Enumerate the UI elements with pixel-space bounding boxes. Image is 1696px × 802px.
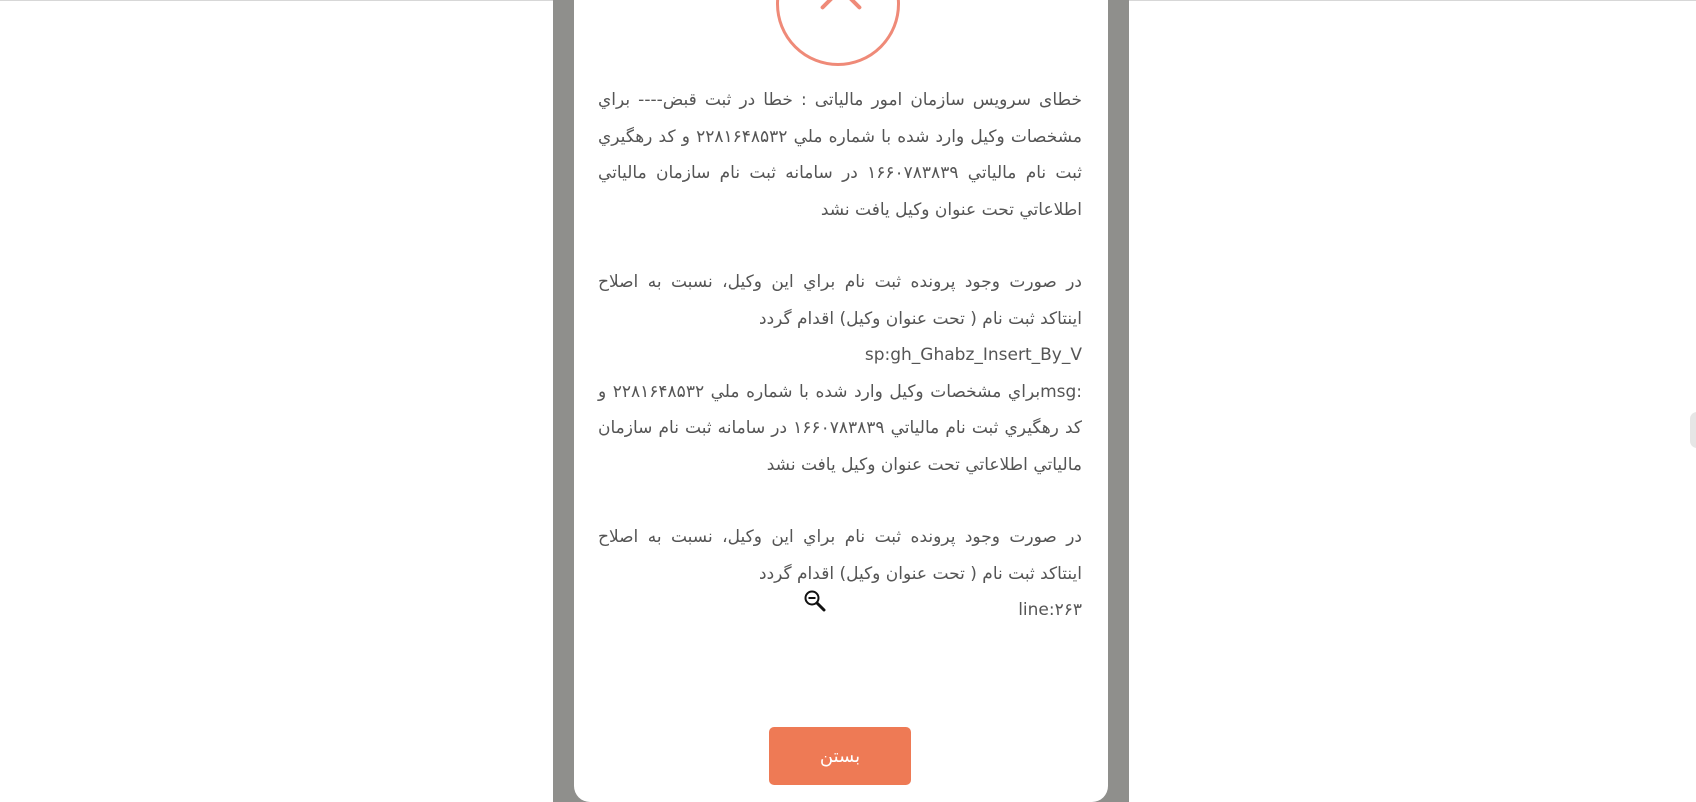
zoom-out-cursor-icon: [804, 590, 826, 612]
close-button[interactable]: بستن: [769, 727, 911, 785]
message-paragraph-1: خطای سرویس سازمان امور مالیاتی : خطا در ثبت قبض---- براي مشخصات وكيل وارد شده با شماره ملي ۲۲۸۱۶۴۸۵۳۲ و كد رهگيري ثبت نام مالياتي ۱۶۶۰۷۸۳۸۳۹ در سامانه ثبت نام سازمان مالياتي اطلاعاتي تحت عنوان وكيل يافت نشد: [598, 90, 1082, 220]
line-number: line:۲۶۳: [1018, 600, 1082, 620]
close-x-icon: [776, 0, 900, 66]
message-paragraph-3: [598, 374, 1082, 484]
msg-text: براي مشخصات وكيل وارد شده با شماره ملي ۲۲۸۱۶۴۸۵۳۲ و كد رهگيري ثبت نام مالياتي ۱۶۶۰۷۸۳۸۳۹ در سامانه ثبت نام سازمان مالياتي اطلاعاتي تحت عنوان وكيل يافت نشد: [598, 381, 1082, 475]
error-dialog: [574, 0, 1108, 802]
stored-procedure-line: sp:gh_Ghabz_Insert_By_V: [864, 345, 1082, 365]
message-paragraph-4: در صورت وجود پرونده ثبت نام براي اين وكيل، نسبت به اصلاح اينتاكد ثبت نام ( تحت عنوان وكيل) اقدام گردد: [598, 527, 1082, 584]
error-message: [598, 82, 1082, 629]
message-paragraph-2: در صورت وجود پرونده ثبت نام براي اين وكيل، نسبت به اصلاح اينتاكد ثبت نام ( تحت عنوان وكيل) اقدام گردد: [598, 272, 1082, 329]
scroll-handle[interactable]: [1690, 412, 1696, 448]
msg-prefix: msg:: [1040, 381, 1082, 402]
